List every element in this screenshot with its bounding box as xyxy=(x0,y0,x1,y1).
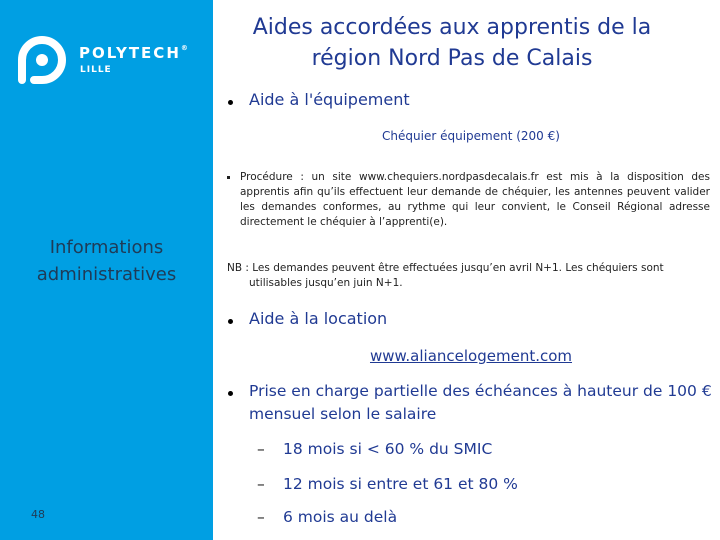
page-title-line2: région Nord Pas de Calais xyxy=(311,46,593,71)
list-item xyxy=(257,475,518,493)
procedure-paragraph: Procédure : un site www.chequiers.nordpasdecalais.fr est mis à la disposition des apprentis afin qu’ils effectuent leur demande de chéquier, les antennes peuvent valider les demandes conformes, au rythme qui leur convient, le Conseil Régional adresse directement le chéquier à l’apprenti(e). xyxy=(240,171,710,228)
dash-icon: – xyxy=(257,475,265,493)
section-heading-equipment: Aide à l'équipement xyxy=(249,90,410,109)
list-item-text: 12 mois si entre et 61 et 80 % xyxy=(283,475,518,493)
list-item-text: 6 mois au delà xyxy=(283,508,398,526)
logo-subtitle: LILLE xyxy=(80,65,112,75)
section-heading-location: Aide à la location xyxy=(249,309,388,328)
aliance-logement-link[interactable]: www.aliancelogement.com xyxy=(369,347,573,365)
polytech-logo[interactable] xyxy=(12,30,212,90)
polytech-logo-icon xyxy=(12,30,72,90)
list-item xyxy=(257,440,492,458)
page-title xyxy=(226,12,678,74)
logo-name: POLYTECH® xyxy=(79,44,188,62)
bullet-icon xyxy=(228,319,233,324)
nb-note xyxy=(227,261,697,291)
sidebar-title xyxy=(0,234,213,288)
sidebar-title-line1: Informations xyxy=(49,237,164,258)
section-subheading-chequier: Chéquier équipement (200 €) xyxy=(382,129,560,143)
square-bullet-icon xyxy=(227,176,230,179)
page-title-line1: Aides accordées aux apprentis de la xyxy=(252,15,652,40)
page-number: 48 xyxy=(31,508,45,521)
sidebar-panel xyxy=(0,0,213,540)
dash-icon: – xyxy=(257,440,265,458)
nb-note-line2: utilisables jusqu’en juin N+1. xyxy=(249,277,403,289)
prise-en-charge-text: Prise en charge partielle des échéances à hauteur de 100 € mensuel selon le salaire xyxy=(249,382,712,423)
dash-icon: – xyxy=(257,508,265,526)
list-item xyxy=(257,508,397,526)
sidebar-title-line2: administratives xyxy=(36,264,177,285)
nb-note-line1: NB : Les demandes peuvent être effectuées jusqu’en avril N+1. Les chéquiers sont xyxy=(227,262,664,274)
list-item-text: 18 mois si < 60 % du SMIC xyxy=(283,440,493,458)
bullet-icon xyxy=(228,391,233,396)
bullet-icon xyxy=(228,100,233,105)
